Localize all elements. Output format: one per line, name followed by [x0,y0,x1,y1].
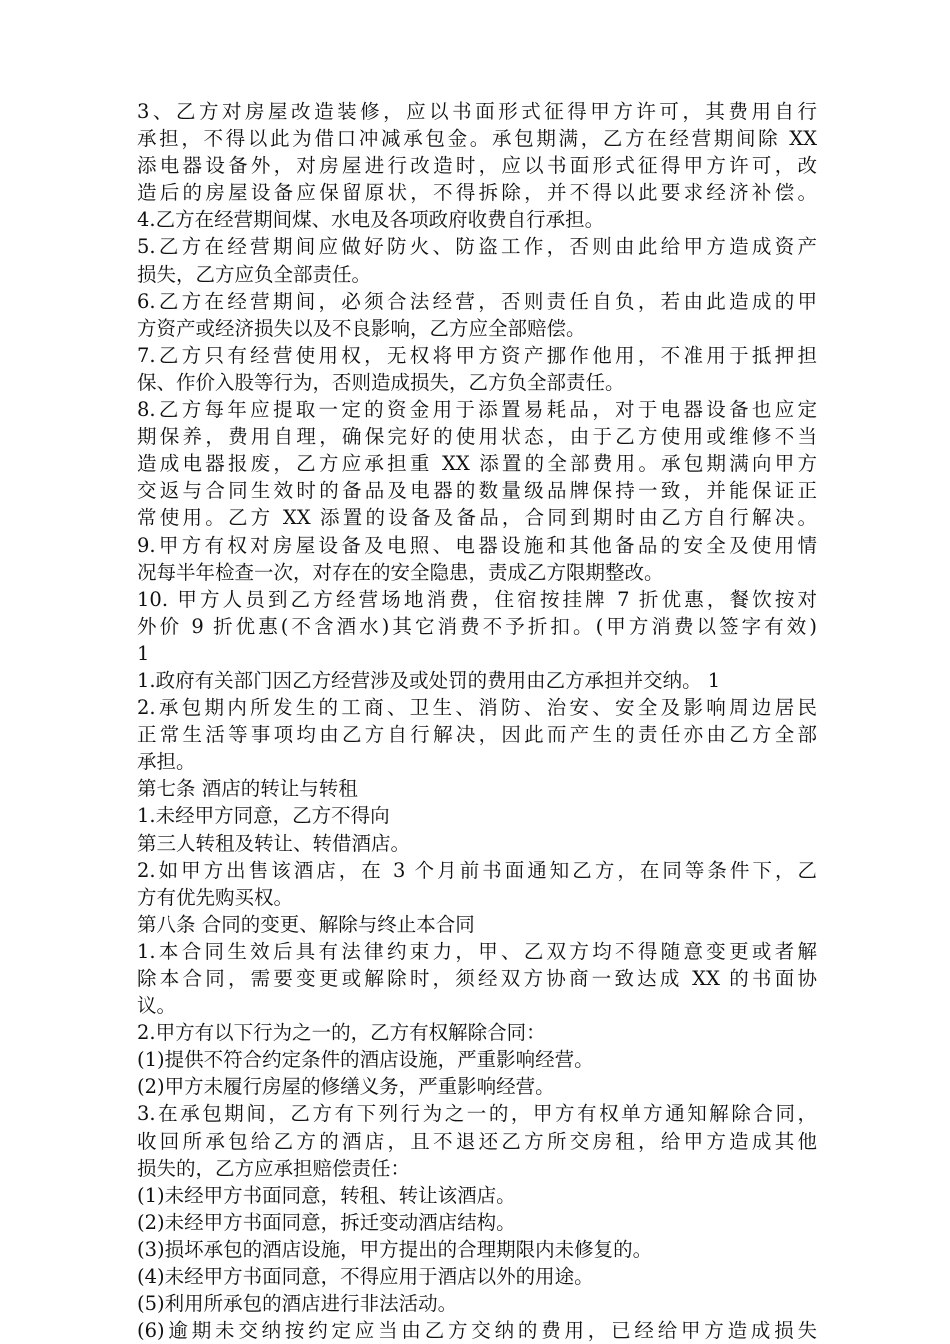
text-line: (5)利用所承包的酒店进行非法活动。 [137,1292,458,1316]
text-line: 第三人转租及转让、转借酒店。 [137,831,411,855]
text-line: 方资产或经济损失以及不良影响，乙方应全部赔偿。 [137,316,586,340]
text-line: 期保养，费用自理，确保完好的使用状态，由于乙方使用或维修不当 [137,425,817,449]
text-line: 承担。 [137,750,196,774]
text-line: 保、作价入股等行为，否则造成损失，乙方负全部责任。 [137,370,625,394]
text-line: (4)未经甲方书面同意，不得应用于酒店以外的用途。 [137,1265,594,1289]
text-line: 造成电器报废，乙方应承担重 XX 添置的全部费用。承包期满向甲方 [137,452,817,476]
text-line: 交返与合同生效时的备品及电器的数量级品牌保持一致，并能保证正 [137,479,817,503]
text-line: 第八条 合同的变更、解除与终止本合同 [137,912,475,936]
text-line: 10. 甲方人员到乙方经营场地消费，住宿按挂牌 7 折优惠，餐饮按对 [137,587,817,611]
text-line: 9.甲方有权对房屋设备及电照、电器设施和其他备品的安全及使用情 [137,533,817,557]
text-line: (2)未经甲方书面同意，拆迁变动酒店结构。 [137,1210,516,1234]
text-line: 收回所承包给乙方的酒店，且不退还乙方所交房租，给甲方造成其他 [137,1129,817,1153]
text-line: 况每半年检查一次，对存在的安全隐患，责成乙方限期整改。 [137,560,664,584]
text-line: 3.在承包期间，乙方有下列行为之一的，甲方有权单方通知解除合同， [137,1102,817,1126]
text-line: 2.甲方有以下行为之一的，乙方有权解除合同： [137,1021,546,1045]
text-line: 8.乙方每年应提取一定的资金用于添置易耗品，对于电器设备也应定 [137,398,817,422]
text-line: (1)提供不符合约定条件的酒店设施，严重影响经营。 [137,1048,594,1072]
text-line: 损失的，乙方应承担赔偿责任： [137,1156,411,1180]
document-body [137,98,817,1344]
text-line: 2.承包期内所发生的工商、卫生、消防、治安、安全及影响周边居民 [137,696,817,720]
text-line: (2)甲方未履行房屋的修缮义务，严重影响经营。 [137,1075,555,1099]
text-line: 6.乙方在经营期间，必须合法经营，否则责任自负，若由此造成的甲 [137,289,817,313]
text-line: 议。 [137,994,177,1018]
text-line: 1.政府有关部门因乙方经营涉及或处罚的费用由乙方承担并交纳。 1 [137,668,721,692]
text-line: 方有优先购买权。 [137,885,294,909]
text-line: 损失，乙方应负全部责任。 [137,262,372,286]
text-line: 3、乙方对房屋改造装修，应以书面形式征得甲方许可，其费用自行 [137,100,817,123]
text-line: 常使用。乙方 XX 添置的设备及备品，合同到期时由乙方自行解决。 [137,506,817,530]
text-line: 4.乙方在经营期间煤、水电及各项政府收费自行承担。 [137,208,605,232]
text-line: (3)损坏承包的酒店设施，甲方提出的合理期限内未修复的。 [137,1237,653,1261]
text-line: 1 [137,641,150,665]
text-line: 第七条 酒店的转让与转租 [137,777,358,801]
text-line: 添电器设备外，对房屋进行改造时，应以书面形式征得甲方许可，改 [137,154,817,178]
text-line: 2.如甲方出售该酒店，在 3 个月前书面通知乙方，在同等条件下，乙 [137,858,817,882]
text-line: 除本合同，需要变更或解除时，须经双方协商一致达成 XX 的书面协 [137,967,817,990]
text-line: 1.本合同生效后具有法律约束力，甲、乙双方均不得随意变更或者解 [137,939,817,963]
text-line: 7.乙方只有经营使用权，无权将甲方资产挪作他用，不准用于抵押担 [137,343,817,367]
text-line: 造后的房屋设备应保留原状，不得拆除，并不得以此要求经济补偿。 [137,181,817,205]
text-line: (6)逾期未交纳按约定应当由乙方交纳的费用，已经给甲方造成损失 [137,1319,817,1343]
text-line: 5.乙方在经营期间应做好防火、防盗工作，否则由此给甲方造成资产 [137,235,817,259]
text-line: 正常生活等事项均由乙方自行解决，因此而产生的责任亦由乙方全部 [137,723,817,747]
text-line: (1)未经甲方书面同意，转租、转让该酒店。 [137,1183,516,1207]
text-line: 1.未经甲方同意，乙方不得向 [137,804,390,828]
text-line: 承担，不得以此为借口冲减承包金。承包期满，乙方在经营期间除 XX [137,127,817,151]
text-line: 外价 9 折优惠(不含酒水)其它消费不予折扣。(甲方消费以签字有效) [137,614,817,638]
